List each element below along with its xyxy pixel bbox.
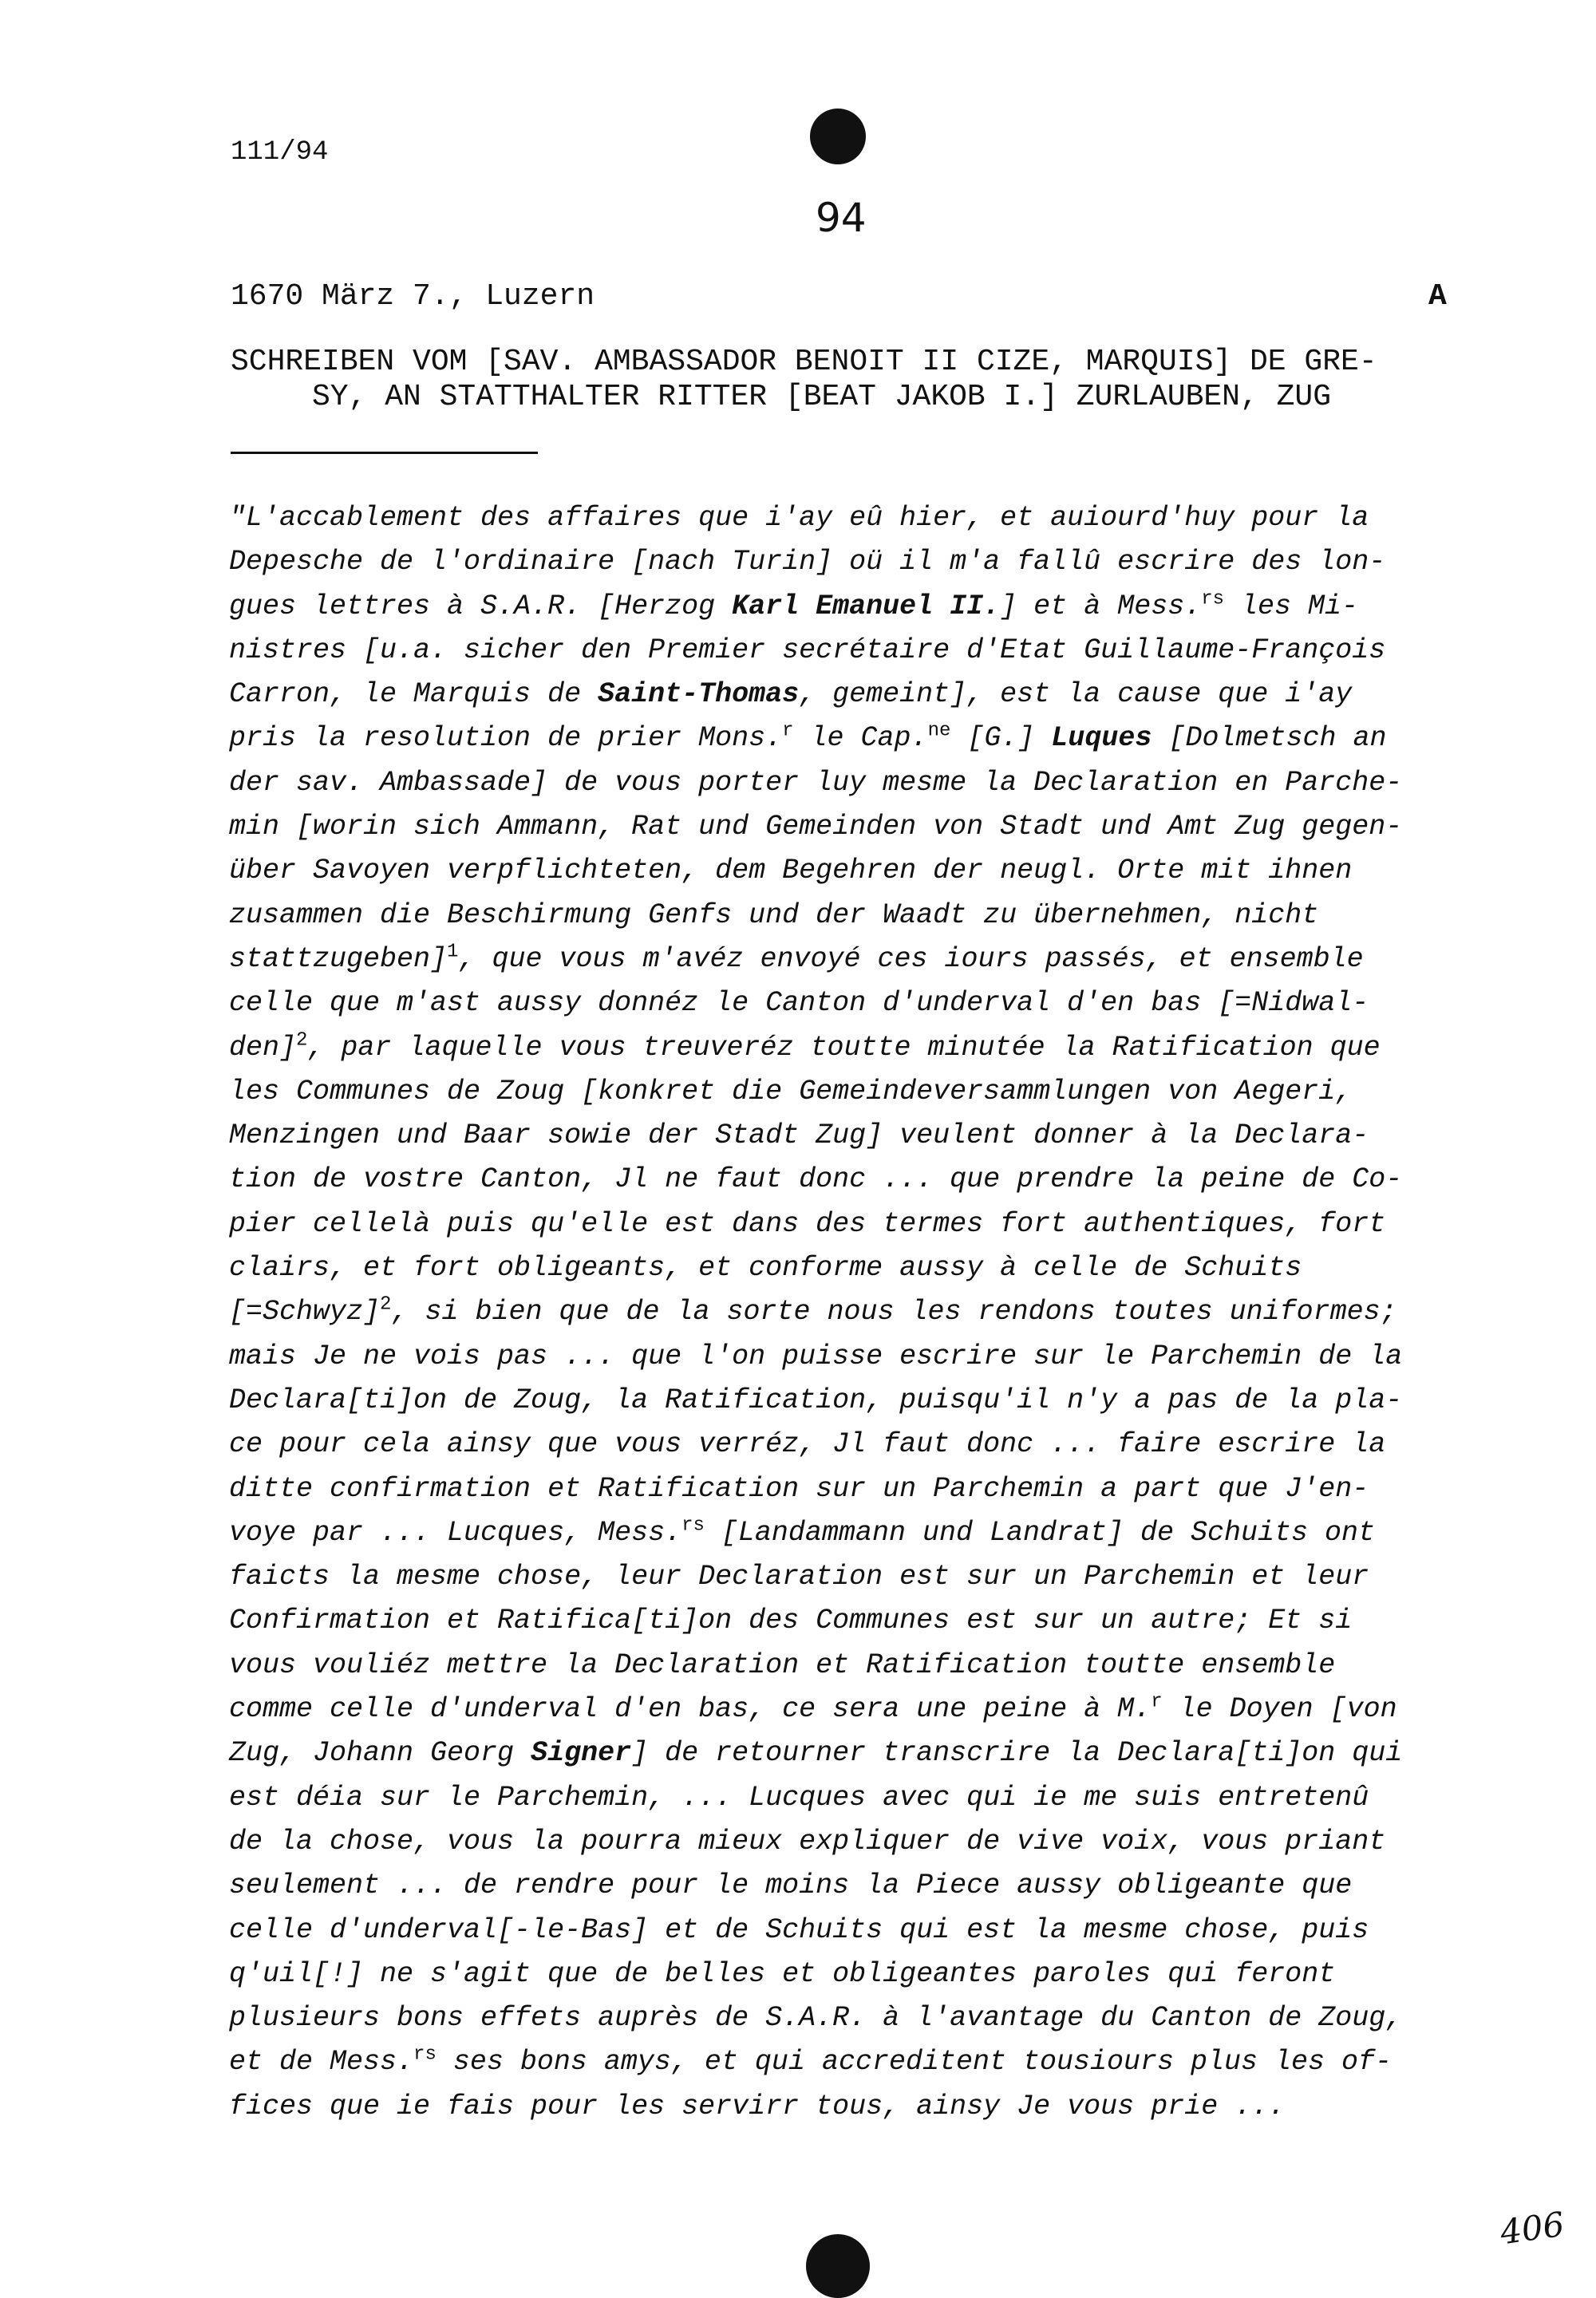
- text-span: et de Mess.: [229, 2046, 414, 2079]
- body-line: [229, 1158, 1458, 1202]
- punch-hole-top: [810, 109, 866, 164]
- bold-name: Signer: [531, 1737, 632, 1770]
- superscript: ne: [927, 720, 951, 742]
- body-line: [229, 1202, 1458, 1246]
- body-line: [229, 805, 1458, 849]
- text-span: tion de vostre Canton, Jl ne faut donc ... que prendre la peine de Co-: [229, 1163, 1403, 1196]
- text-span: pris la resolution de prier Mons.: [229, 722, 783, 755]
- body-line: [229, 1026, 1458, 1070]
- text-span: , par laquelle vous treuveréz toutte minutée la Ratification que: [307, 1031, 1381, 1064]
- body-line: [229, 1864, 1458, 1908]
- letter-body: [229, 496, 1458, 2129]
- body-line: [229, 2085, 1458, 2129]
- text-span: le Cap.: [793, 722, 928, 755]
- text-span: über Savoyen verpflichteten, dem Begehren der neugl. Orte mit ihnen: [229, 855, 1353, 887]
- text-span: vous vouliéz mettre la Declaration et Ratification toutte ensemble: [229, 1648, 1336, 1681]
- body-line: [229, 1379, 1458, 1423]
- superscript: 1: [447, 941, 459, 963]
- body-line: [229, 1776, 1458, 1820]
- text-span: seulement ... de rendre pour le moins la Piece aussy obligeante que: [229, 1870, 1353, 1902]
- text-span: ] et à Mess.: [1000, 590, 1202, 622]
- text-span: , si bien que de la sorte nous les rendons toutes uniformes;: [391, 1296, 1397, 1329]
- body-line: [229, 1511, 1458, 1555]
- text-span: Menzingen und Baar sowie der Stadt Zug] veulent donner à la Declara-: [229, 1119, 1369, 1152]
- body-line: [229, 1335, 1458, 1379]
- body-line: [229, 938, 1458, 981]
- text-span: mais Je ne vois pas ... que l'on puisse escrire sur le Parchemin de la: [229, 1340, 1403, 1372]
- body-line: [229, 1996, 1458, 2040]
- text-span: , gemeint], est la cause que i'ay: [799, 678, 1353, 711]
- heading-rule: [231, 452, 538, 454]
- text-span: Zug, Johann Georg: [229, 1737, 531, 1770]
- body-line: [229, 1909, 1458, 1953]
- body-line: [229, 894, 1458, 938]
- body-line: [229, 496, 1458, 540]
- body-line: [229, 585, 1458, 629]
- body-line: [229, 1599, 1458, 1643]
- bold-name: Karl Emanuel II.: [732, 590, 1001, 622]
- text-span: Declara[ti]on de Zoug, la Ratification, puisqu'il n'y a pas de la pla-: [229, 1384, 1403, 1416]
- body-line: [229, 1644, 1458, 1688]
- body-line: [229, 2040, 1458, 2084]
- archive-reference: 111/94: [231, 137, 329, 168]
- text-span: Depesche de l'ordinaire [nach Turin] oü il m'a fallû escrire des lon-: [229, 546, 1386, 578]
- superscript: rs: [413, 2043, 437, 2066]
- text-span: [Dolmetsch an: [1152, 722, 1387, 755]
- text-span: pier cellelà puis qu'elle est dans des termes fort authentiques, fort: [229, 1207, 1386, 1240]
- text-span: ] de retourner transcrire la Declara[ti]on qui: [631, 1737, 1403, 1770]
- superscript: 2: [380, 1293, 392, 1316]
- heading-line-2: SY, AN STATTHALTER RITTER [BEAT JAKOB I.] ZURLAUBEN, ZUG: [312, 380, 1332, 414]
- text-span: stattzugeben]: [229, 942, 448, 975]
- superscript: rs: [681, 1514, 705, 1537]
- body-line: [229, 1290, 1458, 1334]
- body-line: [229, 629, 1458, 673]
- body-line: [229, 1423, 1458, 1467]
- text-span: ce pour cela ainsy que vous verréz, Jl faut donc ... faire escrire la: [229, 1428, 1386, 1461]
- body-line: [229, 1953, 1458, 1996]
- text-span: "L'accablement des affaires que i'ay eû hier, et auiourd'huy pour la: [229, 502, 1369, 534]
- text-span: les Communes de Zoug [konkret die Gemeindeversammlungen von Aegeri,: [229, 1075, 1353, 1108]
- text-span: les Mi-: [1224, 590, 1359, 622]
- body-line: [229, 540, 1458, 584]
- text-span: de la chose, vous la pourra mieux expliquer de vive voix, vous priant: [229, 1825, 1386, 1858]
- text-span: fices que ie fais pour les servirr tous, ainsy Je vous prie ...: [229, 2090, 1286, 2122]
- text-span: der sav. Ambassade] de vous porter luy mesme la Declaration en Parche-: [229, 766, 1403, 799]
- body-line: [229, 717, 1458, 760]
- text-span: ses bons amys, et qui accreditent tousiours plus les of-: [436, 2046, 1393, 2079]
- text-span: zusammen die Beschirmung Genfs und der Waadt zu übernehmen, nicht: [229, 898, 1319, 931]
- bold-name: Luques: [1051, 722, 1152, 755]
- body-line: [229, 1688, 1458, 1731]
- body-line: [229, 1555, 1458, 1599]
- text-span: Carron, le Marquis de: [229, 678, 598, 711]
- superscript: rs: [1201, 587, 1225, 610]
- page-number: 94: [816, 195, 867, 241]
- text-span: clairs, et fort obligeants, et conforme aussy à celle de Schuits: [229, 1252, 1302, 1285]
- body-line: [229, 1820, 1458, 1864]
- text-span: faicts la mesme chose, leur Declaration est sur un Parchemin et leur: [229, 1561, 1369, 1593]
- body-line: [229, 981, 1458, 1025]
- text-span: celle d'underval[-le-Bas] et de Schuits qui est la mesme chose, puis: [229, 1913, 1369, 1946]
- punch-hole-bottom: [806, 2234, 870, 2298]
- text-span: gues lettres à S.A.R. [Herzog: [229, 590, 733, 622]
- superscript: r: [782, 720, 794, 742]
- text-span: nistres [u.a. sicher den Premier secrétaire d'Etat Guillaume-François: [229, 634, 1386, 666]
- text-span: [Landammann und Landrat] de Schuits ont: [704, 1516, 1376, 1549]
- text-span: [G.]: [950, 722, 1052, 755]
- superscript: 2: [296, 1029, 308, 1051]
- text-span: voye par ... Lucques, Mess.: [229, 1516, 682, 1549]
- body-line: [229, 761, 1458, 805]
- body-line: [229, 1731, 1458, 1775]
- body-line: [229, 849, 1458, 893]
- text-span: le Doyen [von: [1162, 1693, 1397, 1726]
- text-span: est déia sur le Parchemin, ... Lucques avec qui ie me suis entretenû: [229, 1781, 1369, 1814]
- body-line: [229, 673, 1458, 717]
- text-span: , que vous m'avéz envoyé ces iours passés, et ensemble: [458, 942, 1364, 975]
- text-span: Confirmation et Ratifica[ti]on des Communes est sur un autre; Et si: [229, 1605, 1353, 1637]
- superscript: r: [1151, 1691, 1163, 1713]
- text-span: [=Schwyz]: [229, 1296, 381, 1329]
- document-class: A: [1428, 279, 1447, 314]
- body-line: [229, 1246, 1458, 1290]
- text-span: den]: [229, 1031, 297, 1064]
- document-heading: [231, 345, 1452, 415]
- bold-name: Saint-Thomas: [598, 678, 800, 711]
- text-span: plusieurs bons effets auprès de S.A.R. à l'avantage du Canton de Zoug,: [229, 2002, 1403, 2035]
- text-span: comme celle d'underval d'en bas, ce sera une peine à M.: [229, 1693, 1152, 1726]
- body-line: [229, 1467, 1458, 1511]
- text-span: q'uil[!] ne s'agit que de belles et obligeantes paroles qui feront: [229, 1957, 1336, 1990]
- text-span: celle que m'ast aussy donnéz le Canton d'underval d'en bas [=Nidwal-: [229, 987, 1369, 1020]
- date-place: 1670 März 7., Luzern: [231, 279, 595, 314]
- body-line: [229, 1114, 1458, 1158]
- body-line: [229, 1070, 1458, 1114]
- heading-line-1: SCHREIBEN VOM [SAV. AMBASSADOR BENOIT II CIZE, MARQUIS] DE GRE-: [231, 345, 1377, 379]
- handwritten-page-mark: 406: [1497, 2204, 1567, 2253]
- text-span: min [worin sich Ammann, Rat und Gemeinden von Stadt und Amt Zug gegen-: [229, 811, 1403, 843]
- text-span: ditte confirmation et Ratification sur un Parchemin a part que J'en-: [229, 1472, 1369, 1505]
